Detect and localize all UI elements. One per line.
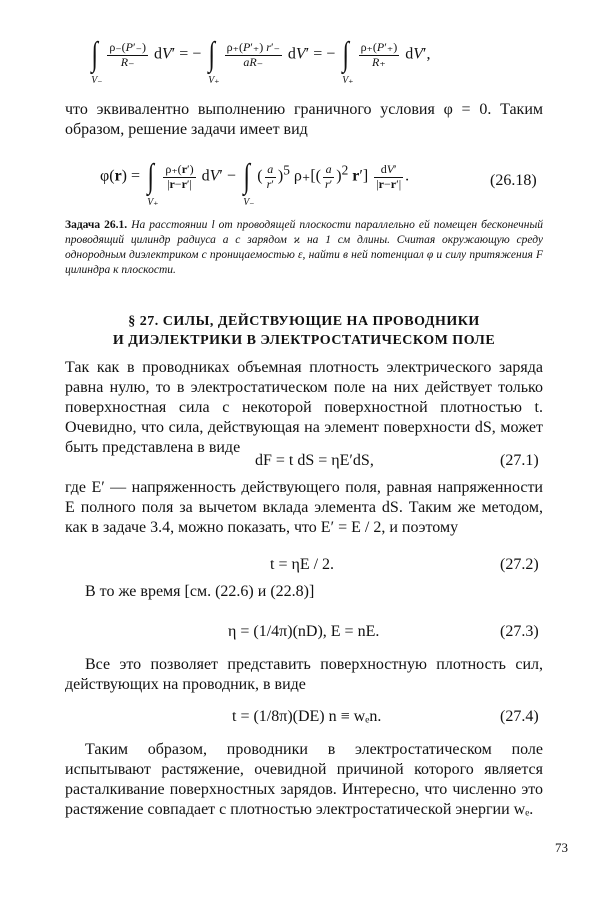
paragraph-4: В то же время [см. (22.6) и (22.8)]: [85, 583, 315, 600]
task-body: На расстоянии l от проводящей плоскости параллельно ей помещен бесконечный проводящий цилиндр радиуса a с зарядом ϰ на 1 см длины. Считая окружающую среду однородным диэлектриком с проницаемостью ε, найти в ней потенциал φ и силу притяжения F цилиндра к плоскости.: [65, 219, 543, 276]
tag-27-4: (27.4): [500, 708, 539, 725]
section-heading-line1: § 27. СИЛЫ, ДЕЙСТВУЮЩИЕ НА ПРОВОДНИКИ: [128, 314, 480, 329]
equation-27-1: dF = t dS = ηE′dS,: [255, 452, 374, 469]
section-heading-line2: И ДИЭЛЕКТРИКИ В ЭЛЕКТРОСТАТИЧЕСКОМ ПОЛЕ: [112, 333, 496, 348]
paragraph-5: Все это позволяет представить поверхностную плотность сил, действующих на проводник, в виде: [65, 656, 543, 693]
paragraph-2: Так как в проводниках объемная плотность электрического заряда равна нулю, то в электростатическом поле на них действует только поверхностная сила с некоторой поверхностной плотностью t. Очевидно, что сила, действующая на элемент поверхности dS, может быть представлена в виде: [65, 359, 543, 456]
paragraph-3: где E′ — напряженность действующего поля, равная напряженности E полного поля за вычетом вклада элемента dS. Таким же методом, как в задаче 3.4, можно показать, что E′ = E / 2, и поэтому: [65, 479, 543, 536]
equation-26-18: φ(r) = ∫ V₊ $\frac{\rho_+(r')}{|r-r'|}$ dV′ − ∫ V₋ ( $\frac{a}{r'}$ )$^5$ ρ₊[( $\frac{a}{r'}$ )$^2$ r′] $\frac{dV'}{|r-r'|}$ .: [100, 158, 410, 208]
tag-27-2: (27.2): [500, 556, 539, 573]
paragraph-6: Таким образом, проводники в электростатическом поле испытывают растяжение, очевидной причиной которого является расталкивание поверхностных зарядов. Интересно, что численно это растяжение совпадает с плотностью электростатической энергии wₑ.: [65, 741, 543, 818]
equation-27-2: t = ηE / 2.: [270, 556, 335, 573]
tag-27-3: (27.3): [500, 623, 539, 640]
paragraph-1: что эквивалентно выполнению граничного условия φ = 0. Таким образом, решение задачи имеет вид: [65, 101, 543, 138]
page-number: 73: [555, 840, 568, 855]
task-label: Задача 26.1.: [65, 219, 128, 231]
tag-27-1: (27.1): [500, 452, 539, 469]
equation-top: ∫ V₋ $\frac{\rho_-(P'_-)}{R_-}$ dV′ = − ∫ V₊ $\frac{\rho_+(P'_+) r'_-}{aR_-}$ dV′ = − ∫ V₊ $\frac{\rho_+(P'_+)}{R_+}$ dV′,: [91, 36, 431, 86]
task-26-1: [65, 218, 543, 278]
tag-26-18: (26.18): [490, 172, 537, 189]
equation-27-3: η = (1/4π)(nD), E = nE.: [228, 623, 380, 640]
equation-27-4: t = (1/8π)(DE) n ≡ wₑn.: [232, 708, 382, 725]
